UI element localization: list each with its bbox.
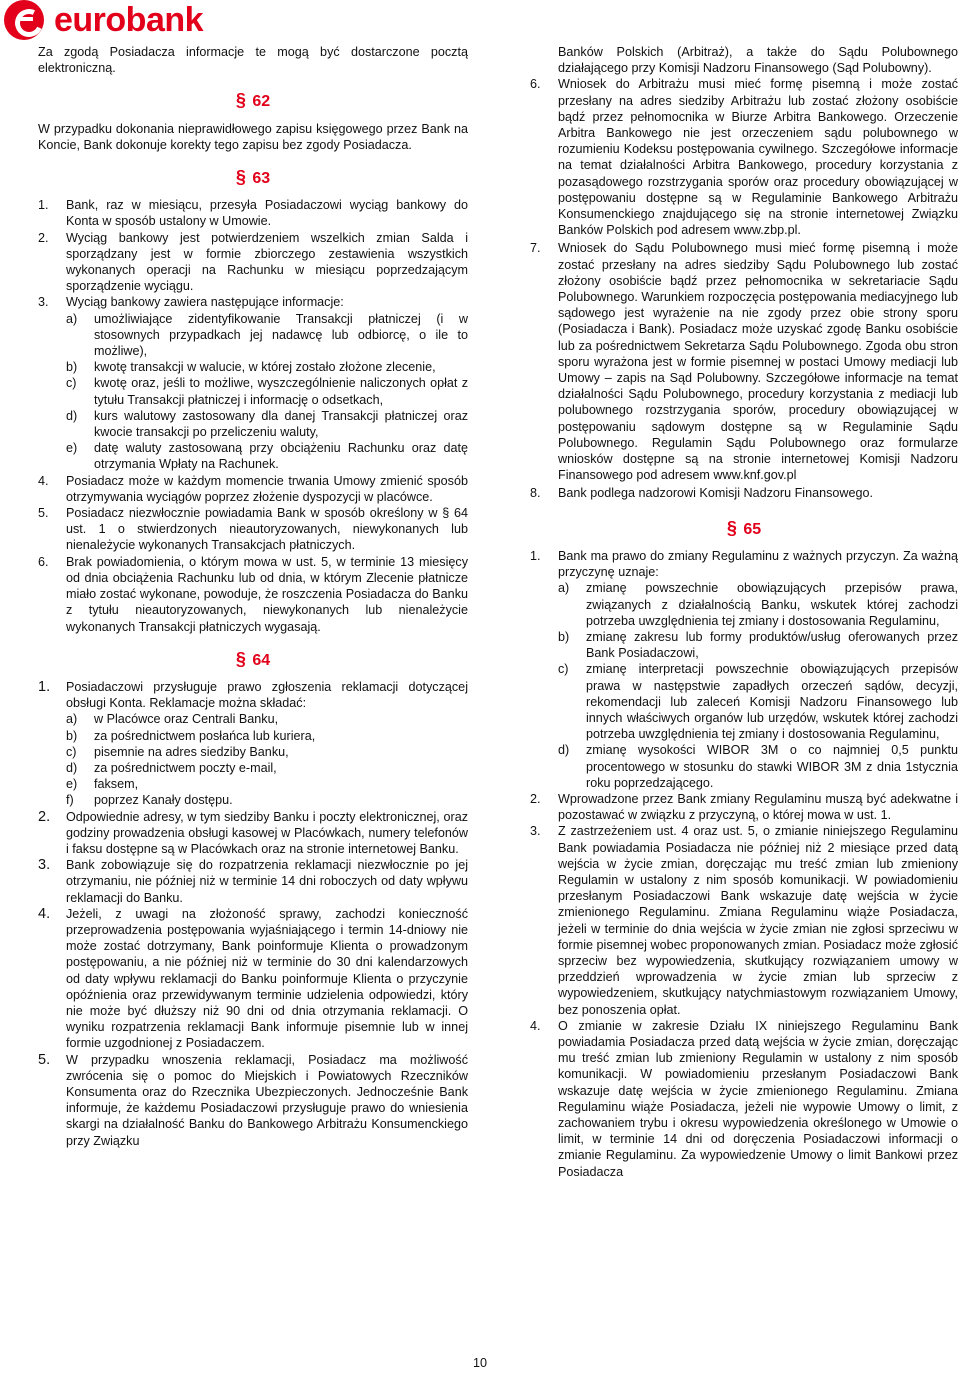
right-column [530, 44, 958, 1180]
sub-item: b) kwotę transakcji w walucie, w której zostało złożone zlecenie, [66, 360, 436, 375]
section-heading-63: § 63 [235, 167, 271, 188]
list-item: 3. Bank zobowiązuje się do rozpatrzenia reklamacji niezwłocznie po jej otrzymaniu, nie później niż w terminie 14 dni roboczych od daty wpływu reklamacji do Banku. [38, 857, 468, 905]
list-item: 4. Posiadacz może w każdym momencie trwania Umowy zmienić sposób otrzymywania wyciągów poprzez złożenie dyspozycji w placówce. [38, 473, 468, 504]
sub-item: a) zmianę powszechnie obowiązujących przepisów prawa, związanych z działalnością Banku, wskutek której zachodzi potrzeba uwzględnienia tej zmiany i dostosowania Regulaminu, [558, 581, 958, 628]
intro-paragraph: Za zgodą Posiadacza informacje te mogą być dostarczone pocztą elektroniczną. [38, 45, 468, 76]
sub-item: b) zmianę zakresu lub formy produktów/usług oferowanych przez Bank Posiadaczowi, [558, 629, 958, 661]
list-item: 7. Wniosek do Sądu Polubownego musi mieć formę pisemną i może zostać przesłany na adres siedziby Sądu Polubownego lub zostać złożony osobiście bądź przez pełnomocnika w sekretariacie Sądu Polubownego. Warunkiem rozpoczęcia postępowania mediacyjnego lub sądowego jest wyrażenie na nie zgody przez obie strony sporu (Posiadacza i Bank). Posiadacz może uzyskać zgodę Banku osobiście lub za pośrednictwem Sekretarza Sądu Polubownego. Zgoda obu stron sporu wyrażona jest w formie pisemnej w postaci Umowy mediacji lub Umowy – zapis na Sąd Polubowny. Szczegółowe informacje na temat działalności Sądu Polubownego, procedury korzystania z mediacji lub polubownego rozstrzygania sporów, procedury obowiązującej w postępowaniu sądowym dostępne są w Regulaminie Sądu Polubownego. Regulamin Sądu Polubownego oraz formularze wniosków dostępne są na stronie internetowej Komisji Nadzoru Finansowego pod adresem www.knf.gov.pl [530, 241, 958, 483]
sub-item: f) poprzez Kanały dostępu. [66, 793, 233, 808]
list-item: 3. Z zastrzeżeniem ust. 4 oraz ust. 5, o zmianie niniejszego Regulaminu Bank powiadamia Posiadacza nie później niż 2 miesiące przed datą wejścia w życie zmian, doręczając mu treść zmian lub zmieniony Regulamin w ustalony z nim sposób komunikacji. W powiadomieniu przesłanym Posiadaczowi Bank wskazuje datę wejścia w życie zmienionego Regulaminu. Zmiana Regulaminu wiąże Posiadacza, jeżeli w terminie do dnia wejścia w życie zmian nie zgłosi sprzeciwu w formie pisemnej wobec proponowanych zmian. Posiadacz może zgłosić sprzeciw bez wypowiedzenia, skutkujący rozwiązaniem umowy w przeddzień wprowadzenia w życie zmian lub sprzeciw z wypowiedzeniem, skutkujący natychmiastowym rozwiązaniem Umowy, bez ponoszenia opłat. [530, 824, 958, 1017]
paragraph-62: W przypadku dokonania nieprawidłowego zapisu księgowego przez Bank na Koncie, Bank dokonuje korekty tego zapisu bez zgody Posiadacza. [38, 121, 468, 152]
sub-item: a) w Placówce oraz Centrali Banku, [66, 712, 279, 727]
sub-item: e) datę waluty zastosowaną przy obciążeniu Rachunku oraz datę otrzymania Wpłaty na Rachunek. [66, 441, 468, 472]
sub-item: d) za pośrednictwem poczty e-mail, [66, 760, 277, 775]
list-item: 8. Bank podlega nadzorowi Komisji Nadzoru Finansowego. [530, 486, 874, 501]
section-heading-64: § 64 [235, 648, 271, 669]
list-item: 2. Wyciąg bankowy jest potwierdzeniem wszelkich zmian Salda i sporządzany jest w formie zbiorczego zestawienia wszystkich wykonanych operacji na Rachunku w miesiącu poprzedzającym sporządzenie wyciągu. [38, 230, 468, 294]
list-item: 1. Bank ma prawo do zmiany Regulaminu z ważnych przyczyn. Za ważną przyczynę uznaje: a) zmianę powszechnie obowiązujących przepisów prawa, związanych z działalnością Banku, wskutek której zachodzi potrzeba uwzględnienia tej zmiany i dostosowania Regulaminu, b) zmianę zakresu lub formy produktów/usług oferowanych przez Bank Posiadaczowi, c) zmianę interpretacji powszechnie obowiązujących przepisów prawa w następstwie zapadłych orzeczeń sądów, decyzji, rekomendacji lub zaleceń Komisji Nadzoru Finansowego lub innych właściwych organów lub urzędów, wskutek której zachodzi potrzeba uwzględnienia tej zmiany i dostosowania Regulaminu, d) zmianę wysokości WIBOR 3M o co najmniej 0,5 punktu procentowego w stosunku do stawki WIBOR 3M z dnia 1stycznia roku poprzedzającego. [530, 548, 958, 790]
sub-item: d) zmianę wysokości WIBOR 3M o co najmniej 0,5 punktu procentowego w stosunku do stawki WIBOR 3M z dnia 1stycznia roku poprzedzającego. [558, 743, 958, 790]
page-number: 10 [472, 1356, 487, 1370]
left-column [38, 44, 468, 1149]
eurobank-logo [0, 0, 203, 40]
list-item: 3. Wyciąg bankowy zawiera następujące informacje: a) umożliwiające zidentyfikowanie Transakcji płatniczej (i w stosownych przypadkach jej nadawcę lub odbiorcę, o ile to możliwe), b) kwotę transakcji w walucie, w której zostało złożone zlecenie, c) kwotę oraz, jeśli to możliwe, wyszczególnienie naliczonych opłat z tytułu Transakcji płatniczej i informację o odsetkach, d) kurs walutowy zastosowany dla danej Transakcji płatniczej oraz kwocie transakcji po przeliczeniu waluty, e) datę waluty zastosowaną przy obciążeniu Rachunku oraz datę otrzymania Wpłaty na Rachunek. [38, 295, 468, 472]
sub-item: d) kurs walutowy zastosowany dla danej Transakcji płatniczej oraz kwocie transakcji po przeliczeniu waluty, [66, 408, 468, 440]
sub-item: c) zmianę interpretacji powszechnie obowiązujących przepisów prawa w następstwie zapadłych orzeczeń sądów, decyzji, rekomendacji lub zaleceń Komisji Nadzoru Finansowego lub innych właściwych organów lub urzędów, wskutek której zachodzi potrzeba uwzględnienia tej zmiany i dostosowania Regulaminu, [558, 662, 958, 742]
sub-item: e) faksem, [66, 777, 139, 792]
brand-name: eurobank [54, 0, 204, 39]
section-heading-65: § 65 [726, 517, 762, 538]
list-item: 1. Posiadaczowi przysługuje prawo zgłoszenia reklamacji dotyczącej obsługi Konta. Reklamacje można składać: a) w Placówce oraz Centrali Banku, b) za pośrednictwem posłańca lub kuriera, c) pisemnie na adres siedziby Banku, d) za pośrednictwem poczty e-mail, e) faksem, f) poprzez Kanały dostępu. [38, 678, 468, 808]
list-item: 4. O zmianie w zakresie Działu IX niniejszego Regulaminu Bank powiadamia Posiadacza przed datą wejścia w życie zmian, doręczając mu treść zmian lub zmieniony Regulamin w ustalony z nim sposób komunikacji. W powiadomieniu przesłanym Posiadaczowi Bank wskazuje datę wejścia w życie zmienionego Regulaminu. Zmiana Regulaminu wiąże Posiadacza, jeżeli nie wypowie Umowy o limit, z zachowaniem trybu i okresu wypowiedzenia określonego w Umowie o limit, w terminie 14 dni od doręczenia Posiadaczowi informacji o zmianie Regulaminu. Za wypowiedzenie Umowy o limit Bankowi przez Posiadacza [530, 1018, 958, 1179]
list-item: 2. Wprowadzone przez Bank zmiany Regulaminu muszą być adekwatne i pozostawać w związku z przyczyną, o której mowa w ust. 1. [530, 791, 958, 823]
sub-item: a) umożliwiające zidentyfikowanie Transakcji płatniczej (i w stosownych przypadkach jej nadawcę lub odbiorcę, o ile to możliwe), [66, 311, 468, 359]
sub-item: c) kwotę oraz, jeśli to możliwe, wyszczególnienie naliczonych opłat z tytułu Transakcji płatniczej i informację o odsetkach, [66, 376, 468, 407]
sub-item: b) za pośrednictwem posłańca lub kuriera, [66, 728, 316, 743]
list-item: 1. Bank, raz w miesiącu, przesyła Posiadaczowi wyciąg bankowy do Konta w sposób ustalony w Umowie. [38, 198, 468, 229]
section-heading-62: § 62 [235, 90, 271, 111]
list-item: 4. Jeżeli, z uwagi na złożoność sprawy, zachodzi konieczność przeprowadzenia postępowania wyjaśniającego i termin 14-dniowy nie może zostać dotrzymany, Bank poinformuje Klienta o prowadzonym postępowaniu, a nie później niż w terminie do 30 dni kalendarzowych od daty wpływu reklamacji do Banku poinformuje Klienta o przyczynie opóźnienia oraz przewidywanym terminie udzielenia odpowiedzi, który nie może być dłuższy niż 90 dni od dnia otrzymania reklamacji. O wyniku rozpatrzenia reklamacji Bank informuje pisemnie lub w innej formie uzgodnionej z Posiadaczem. [38, 905, 468, 1051]
list-item: 6. Wniosek do Arbitrażu musi mieć formę pisemną i może zostać przesłany na adres siedziby Arbitrażu lub zostać złożony osobiście bądź przez pełnomocnika w Biurze Arbitra Bankowego. Orzeczenie Arbitra Bankowego nie jest orzeczeniem sądu polubownego w rozumieniu Kodeksu postępowania cywilnego. Szczegółowe informacje na temat działalności Arbitra Bankowego, procedury korzystania z pozasądowego rozstrzygania sporów oraz procedury obowiązującej w postępowaniu dostępne są w Regulaminie Bankowego Arbitrażu Konsumenckiego znajdującego się na stronie internetowej Związku Banków Polskich pod adresem www.zbp.pl. [530, 77, 958, 238]
list-item-continued: Banków Polskich (Arbitraż), a także do Sądu Polubownego działającego przy Komisji Nadzoru Finansowego (Sąd Polubowny). [558, 45, 958, 76]
eurobank-logo-icon [4, 0, 44, 40]
list-item: 5. Posiadacz niezwłocznie powiadamia Bank w sposób określony w § 64 ust. 1 o stwierdzonych nieautoryzowanych, niewykonanych lub nienależycie wykonanych Transakcjach płatniczych. [38, 506, 468, 553]
list-item: 2. Odpowiednie adresy, w tym siedziby Banku i poczty elektronicznej, oraz godziny prowadzenia obsługi kasowej w Placówkach, numery telefonów i faksu dostępne są w Placówkach oraz na stronie internetowej Banku. [38, 808, 468, 856]
list-item: 6. Brak powiadomienia, o którym mowa w ust. 5, w terminie 13 miesięcy od dnia obciążenia Rachunku lub od dnia, w którym Zlecenie płatnicze miało zostać wykonane, powoduje, że roszczenia Posiadacza do Banku z tytułu nieautoryzowanych, niewykonanych lub nienależycie wykonanych Transakcji płatniczych wygasają. [38, 554, 468, 634]
list-item: 5. W przypadku wnoszenia reklamacji, Posiadacz ma możliwość zwrócenia się o pomoc do Miejskich i Powiatowych Rzeczników Konsumenta oraz do Rzecznika Ubezpieczonych. Jednocześnie Bank informuje, że każdemu Posiadaczowi przysługuje prawo do wniesienia skargi na działalność Banku do Bankowego Arbitrażu Konsumenckiego przy Związku [38, 1051, 468, 1148]
sub-item: c) pisemnie na adres siedziby Banku, [66, 744, 289, 759]
